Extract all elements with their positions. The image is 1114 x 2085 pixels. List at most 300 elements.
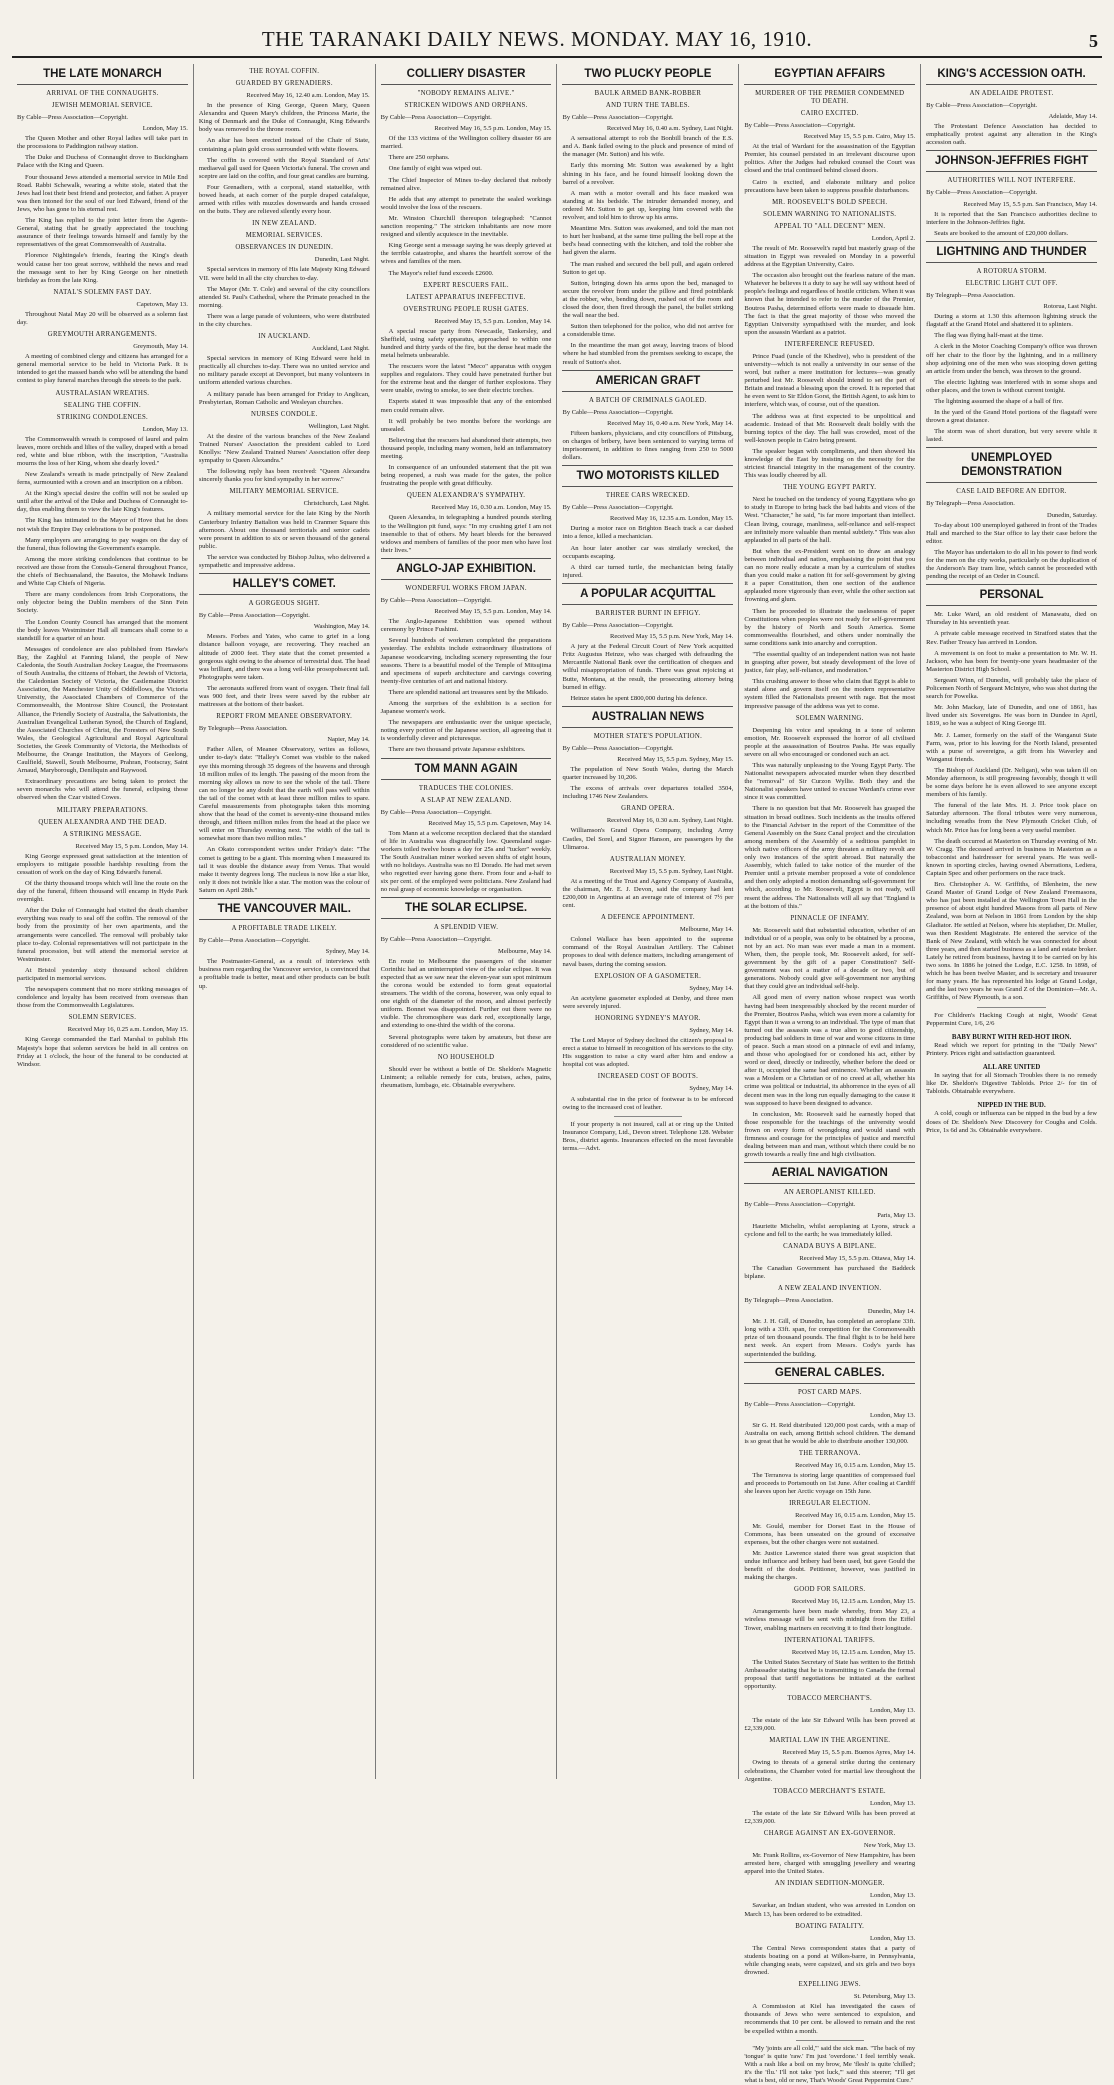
paragraph: The estate of the late Sir Edward Wills has been proved at £2,339,000. — [744, 1717, 916, 1733]
paragraph: A third car turned turtle, the mechanician being fatally injured. — [562, 563, 734, 579]
paragraph: The newspapers comment that no more striking messages of condolence and loyalty has been received from overseas than those from the Commonwealth Legislatures. — [17, 986, 188, 1010]
subhead: BARRISTER BURNT IN EFFIGY. — [595, 609, 701, 617]
advertisement: Should ever be without a bottle of Dr. Sheldon's Magnetic Liniment; a reliable remedy for cuts, bruises, aches, pains, rheumatism, lumbago, etc. Obtainable everywhere. — [380, 1065, 552, 1089]
paragraph: The Queen Mother and other Royal ladies will take part in the processions to Paddington railway station. — [17, 135, 188, 151]
subhead: NO HOUSEHOLD — [437, 1053, 495, 1061]
paragraph: An hour later another car was similarly wrecked, the occupants escaping. — [562, 544, 734, 560]
paragraph: A substantial rise in the price of footwear is to be enforced owing to the increased cost of leather. — [562, 1095, 734, 1111]
paragraph: Mr. Roosevelt said that substantial education, whether of an individual or of a people, was only to be obtained by a process, not by an act. No man was ever made a man in a moment. When, then, the people took, Mr. Roosevelt asked, for self-government by the gift of a paper Constitution? Self-government was not a matter of a decade or two, but of generations. Nobody could give self-government nor anything that they could give an individual self-help. — [744, 926, 916, 991]
subhead: AUSTRALIAN MONEY. — [609, 855, 686, 863]
advertisement-heading: NIPPED IN THE BUD. — [977, 1102, 1046, 1110]
headline-solar-eclipse: THE SOLAR ECLIPSE. — [381, 897, 552, 919]
advertisement: "My 'joints are all cold,'" said the sick man. "The back of my 'tongue' is quite 'raw.' I'm just 'overdone.' I feel terribly weak. With a rash like a boil on my brow, Me 'flesh' is quite 'chilled'; it's the 'flu.' I'll not take 'pot luck,'" said this steerer; "I'll get what is best, old or new, That's Woods' Great Peppermint Cure." — [744, 2044, 916, 2084]
paragraph: There was a large parade of volunteers, who were distributed in the city churches. — [198, 312, 370, 328]
press-credit: By Telegraph—Press Association. — [926, 500, 1015, 508]
paragraph: Four Grenadiers, with a corporal, stand statuelike, with bowed heads, at each corner of the purple draped catafalque, armed with rifles with muzzles downwards and hands crossed on the butts. They are relieved silently every hour. — [198, 183, 370, 216]
subhead: LATEST APPARATUS INEFFECTIVE. — [406, 293, 526, 301]
paragraph: The service was conducted by Bishop Julius, who delivered a sympathetic and impressive address. — [198, 553, 370, 570]
subhead: MILITARY PREPARATIONS. — [56, 806, 149, 814]
paragraph: Bro. Christopher A. W. Griffiths, of Blenheim, the new Grand Master of Grand Lodge of New Zealand Freemasons, who has just been installed at the Wellington Town Hall in the presence of about eight hundred Masons from all parts of New Zealand, was born at Nelson in 1861 from London by the ship Gladiator. He settled at Nelson, where his stepfather, Dr. Muller, was then Resident Magistrate. He entered the service of the Bank of New Zealand, with which he was connected for about three years, and then started business as a land and estate broker. Lately he retired from business, having it to be carried on by his two sons. In 1886 he joined the Lodge, E.C. 1258. In 1898, of which he has been twelve Master, and is secretary and treasurer for many years. He has represented his lodge at Grand Lodge, and the last two years he was Grand Z of the Dominion—Mr. A. Griffiths, of New Plymouth, is a son. — [926, 881, 1097, 1002]
press-credit: By Cable—Press Association—Copyright. — [17, 114, 129, 121]
subhead: BOATING FATALITY. — [795, 1922, 865, 1930]
paragraph: The death occurred at Masterton on Thursday evening of Mr. W. Cragg. The deceased arrived in business in Masterton as a tobacconist and hairdresser for several years. He was well-known in sporting circles, having owned Aberrations, Lediera, Captain Spec and other performers on the race track. — [926, 837, 1097, 877]
press-credit: By Cable—Press Association—Copyright. — [744, 122, 856, 129]
paragraph: Fifteen bankers, physicians, and city councillors of Pittsburg, on charges of bribery, have been sentenced to varying terms of imprisonment, in addition to fines ranging from 250 to 5000 dollars. — [562, 429, 734, 462]
subhead: A PROFITABLE TRADE LIKELY. — [231, 925, 337, 933]
press-credit: By Cable—Press Association—Copyright. — [744, 1201, 856, 1209]
subhead: IN AUCKLAND. — [258, 333, 311, 341]
paragraph: At the desire of the various branches of the New Zealand Trained Nurses' Association the president cabled to Lord Knollys: "New Zealand Trained Nurses' Association offer deep sympathy to Queen Alexandra." — [198, 432, 370, 465]
paragraph: Seats are booked to the amount of £20,000 dollars. — [934, 229, 1069, 237]
dateline: Dunedin, Saturday. — [1047, 511, 1097, 519]
paragraph: Believing that the rescuers had abandoned their attempts, two thousand people, including many women, held an inflammatory meeting. — [380, 436, 552, 460]
paragraph: A clerk in the Motor Coaching Company's office was thrown off her chair to the floor by the lightning, and in a millinery shop adjoining one of the men who was stooping down getting an article from under the bench, was thrown to the ground. — [926, 343, 1097, 375]
paragraph: Williamson's Grand Opera Company, including Army Castles, Del Sorel, and Signor Hanson, are passengers by the Ulimaroa. — [562, 827, 734, 851]
paragraph: The Chief Inspector of Mines to-day declared that nobody remained alive. — [380, 176, 552, 192]
press-credit: By Cable—Press Association—Copyright. — [380, 936, 492, 944]
paragraph: Mr. Frank Rollins, ex-Governor of New Hampshire, has been arrested here, charged with smuggling jewellery and wearing apparel into the United States. — [744, 1852, 916, 1876]
dateline: Received May 15, 5.5 p.m. Buenos Ayres, May 14. — [782, 1749, 916, 1757]
paragraph: In the presence of King George, Queen Mary, Queen Alexandra and Queen Mary's children, the Princess Marie, the King of Denmark and the Duke of Connaught, King Edward's body was removed to the throne room. — [198, 102, 370, 134]
headline-two-motorists-killed: TWO MOTORISTS KILLED — [562, 465, 733, 487]
subhead: "NOBODY REMAINS ALIVE." — [417, 90, 515, 97]
press-credit: By Cable—Press Association—Copyright. — [198, 937, 310, 945]
dateline: St. Petersburg, May 13. — [853, 1993, 916, 2001]
dateline: Paris, May 13. — [877, 1212, 916, 1220]
headline-johnson-jeffries-fight: JOHNSON-JEFFRIES FIGHT — [926, 150, 1097, 172]
paragraph: Among the more striking condolences that continue to be received are those from the Consuls-General throughout France, the chiefs of Bechuanaland, the Basutos, the Mohawk Indians and White Cap Chiefs of Nigeria. — [17, 555, 188, 588]
headline-popular-acquittal: A POPULAR ACQUITTAL — [562, 583, 733, 605]
dateline: London, May 15. — [142, 125, 188, 133]
paragraph: Owing to threats of a general strike during the centenary celebrations, the Chamber voted for martial law throughout the Argentine. — [744, 1759, 916, 1783]
paragraph: The address was at first expected to be unpolitical and academic. Instead of that Mr. Roosevelt dealt boldly with the burning topics of the day. The hall was crowded, most of the well-known people in Cairo being present. — [744, 412, 916, 444]
dateline: Adelaide, May 14. — [1048, 113, 1097, 121]
subhead: THREE CARS WRECKED. — [605, 492, 690, 500]
paragraph: Experts stated it was impossible that any of the entombed men could remain alive. — [380, 398, 552, 414]
paragraph: Florence Nightingale's friends, fearing the King's death would cause her too great sorrow, withheld the news and read the message sent to her by King George on her ninetieth birthday as from the late King. — [17, 252, 188, 284]
subhead: SOLEMN WARNING TO NATIONALISTS. — [763, 210, 897, 218]
subhead: OVERSTRUNG PEOPLE RUSH GATES. — [403, 305, 529, 313]
paragraph: The speaker began with compliments, and then showed his knowledge of the East by insisting on the necessity for the strictest financial integrity in the management of the country. This was loudly cheered by all. — [744, 447, 916, 480]
column-1 — [12, 64, 194, 1779]
paragraph: Queen Alexandra, in telegraphing a hundred pounds sterling to the Wellington pit fund, says: "In my crushing grief I am not insensible to that of others. My heart bleeds for the bereaved widows and members of families of the poor men who have lost their lives." — [380, 514, 552, 554]
dateline: London, May 13. — [870, 1892, 916, 1900]
dateline: Received May 16, 0.15 a.m. London, May 15. — [795, 1462, 916, 1470]
subhead: IRREGULAR ELECTION. — [789, 1500, 871, 1508]
paragraph: A special rescue party from Newcastle, Tankersley, and Sheffield, using safety apparatus, approached to within one hundred and thirty yards of the fire, but the dense heat made the metal helmets unbearable. — [380, 327, 552, 359]
paragraph: A military parade has been arranged for Friday to Anglican, Presbyterian, Roman Catholic and Wesleyan churches. — [198, 390, 370, 406]
dateline: Received May 16, 12.15 a.m. London, May 15. — [791, 1648, 916, 1656]
press-credit: By Cable—Press Association—Copyright. — [380, 596, 492, 604]
paragraph: King George sent a message saying he was deeply grieved at the terrible catastrophe, and shares the heartfelt sorrow of the wives and families of the men. — [380, 242, 552, 266]
headline-tom-mann-again: TOM MANN AGAIN — [381, 758, 552, 780]
subhead: PINNACLE OF INFAMY. — [790, 914, 869, 922]
subhead: MILITARY MEMORIAL SERVICE. — [229, 488, 339, 496]
press-credit: By Telegraph—Press Association. — [926, 291, 1015, 299]
headline-aerial-navigation: AERIAL NAVIGATION — [744, 1162, 915, 1184]
subhead: QUEEN ALEXANDRA'S SYMPATHY. — [406, 492, 526, 500]
paragraph: At a meeting of the Trust and Agency Company of Australia, the chairman, Mr. E. J. Devon, said the company had lent £200,000 in Argentina at an average rate of interest of 7½ per cent. — [562, 877, 734, 910]
subhead: TOBACCO MERCHANT'S. — [787, 1695, 873, 1703]
press-credit: By Cable—Press Association—Copyright. — [562, 621, 674, 629]
subhead: MURDERER OF THE PREMIER CONDEMNED TO DEATH. — [755, 90, 905, 105]
subhead: ELECTRIC LIGHT CUT OFF. — [965, 279, 1058, 287]
dateline: London, April 2. — [871, 234, 916, 242]
dateline: Dunedin, May 14. — [867, 1308, 916, 1316]
dateline: Received May 15, 5.5 p.m. Sydney, May 15. — [617, 755, 734, 763]
dateline: Received May 15, 5.5 p.m. Cairo, May 15. — [803, 133, 916, 141]
paragraph: Hauriette Michelin, whilst aeroplaning at Lyons, struck a cyclone and fell to the earth; he was immediately killed. — [744, 1222, 916, 1238]
paragraph: After the Duke of Connaught had visited the death chamber everything was ready to seal off the coffin. The removal of the body from the proximity of her own apartments, and the arrangements were cancelled. The removal will probably take place to-day. Colonial representatives will not participate in the funeral procession, but will attend the memorial service at Westminster. — [17, 907, 188, 963]
advertisement: For Children's Hacking Cough at night, Woods' Great Peppermint Cure, 1/6, 2/6 — [926, 1011, 1097, 1027]
dateline: Capetown, May 13. — [136, 300, 188, 308]
subhead: NURSES CONDOLE. — [251, 410, 318, 418]
paragraph: King George expressed great satisfaction at the intention of employers to mitigate possible hardship resulting from the cessation of work on the day of King Edward's funeral. — [17, 852, 188, 876]
headline-anglo-jap-exhibition: ANGLO-JAP EXHIBITION. — [381, 558, 552, 580]
headline-two-plucky-people: TWO PLUCKY PEOPLE — [562, 64, 733, 85]
paragraph: The King has replied to the joint letter from the Agents-General, stating that he greatly appreciated the touching assurance of their feelings towards himself and family by the representatives of the great Commonwealth of Australia. — [17, 217, 188, 249]
paragraph: The coffin is covered with the Royal Standard of Arts' mediaeval gall used for Queen Victoria's funeral. The crown and sceptre are laid on the coffin, and four great candles are burning. — [198, 156, 370, 180]
subhead: THE TERRANOVA. — [798, 1450, 861, 1458]
subhead: AND TURN THE TABLES. — [605, 102, 690, 109]
press-credit: By Cable—Press Association—Copyright. — [380, 808, 492, 816]
paragraph: During a storm at 1.30 this afternoon lightning struck the flagstaff at the Grand Hotel and shattered it to splinters. — [926, 313, 1097, 329]
paragraph: Prince Fuad (uncle of the Khedive), who is president of the university—which is not really a university in our sense of the word, but rather a mere institution for lectures—was greatly perturbed lest Mr. Roosevelt should intend to set the part of Britain and instead a blessing upon the crowd. It is reported that he even went to Sir Eldon Gorst, the British Agent, to ask him to interfere, which was, of course, out of the question. — [744, 352, 916, 409]
subhead: A NEW ZEALAND INVENTION. — [778, 1284, 882, 1292]
subhead: STRICKEN WIDOWS AND ORPHANS. — [404, 102, 528, 109]
dateline: London, May 13. — [870, 1707, 916, 1715]
paragraph: "The essential quality of an independent nation was not haste in grasping after power, but steady development of the love of justice, fair play, self-reliance, and moderation." — [744, 650, 916, 675]
paragraph: In the yard of the Grand Hotel portions of the flagstaff were thrown a great distance. — [926, 409, 1097, 425]
paragraph: The estate of the late Sir Edward Wills has been proved at £2,339,000. — [744, 1809, 916, 1825]
headline-american-graft: AMERICAN GRAFT — [562, 370, 733, 392]
dateline: Received May 15, 5.5 p.m. Capetown, May 14. — [428, 819, 552, 827]
subhead: TOBACCO MERCHANT'S ESTATE. — [773, 1787, 886, 1795]
paragraph: But when the ex-President went on to draw an analogy between individual and nation, emphasising the point that you can no more really educate a man by a curriculum of studies than you could make a nation fit for self-government by giving it a paper Constitution, then one section of the audience applauded more vigorously than ever, while the other section sat frowning and glum. — [744, 547, 916, 604]
paragraph: This crushing answer to those who claim that Egypt is able to stand alone and govern itself on the modern representative system filled the Nationalists present with rage. But the most impressive passage of the address was yet to come. — [744, 678, 916, 710]
paragraph: The London County Council has arranged that the moment the body leaves Westminster Hall all tramcars shall come to a standstill for a quarter of an hour. — [17, 618, 188, 642]
subhead: BAULK ARMED BANK-ROBBER — [594, 90, 702, 97]
dateline: Received May 15, 5.5 p.m. London, May 14. — [434, 317, 552, 325]
paragraph: Of the 133 victims of the Wellington colliery disaster 66 are married. — [380, 135, 552, 151]
subhead: QUEEN ALEXANDRA AND THE DEAD. — [38, 818, 167, 826]
press-credit: By Cable—Press Association—Copyright. — [562, 504, 674, 512]
dateline: Received May 16, 0.40 a.m. Sydney, Last Night. — [606, 125, 734, 133]
paragraph: There are many condolences from Irish Corporations, the only objector being the Dublin members of the Sinn Fein Society. — [17, 591, 188, 615]
paragraph: Messages of condolence are also published from Hawke's Bay, the Zaghlul at Fanning Island, the people of New Caledonia, the South Australian Jockey League, the Freemasons of South Australia, the citizens of Hobart, the Jewish of Victoria, the Caledonian Society of Victoria, the Castlemaine District Association, the Manchester Unity of Oddfellows, the Victoria University, the Associated Chambers of Commerce of the Commonwealth, the Montrose Shire Council, the Protestant Alliance, the Friendly Society of Australia, the Salvationists, the Australian Evangelical Lutheran Synod, the Church of England, the Associated Churches of Christ, the Foresters of New South Wales, the Geological Agricultural and Royal Agricultural Societies, the Greek Community of Victoria, the Methodists of Melbourne, the Orange Institution, the Mayors of Geelong, Caulfield, Stawell, South Melbourne, Prahran, Footscray, Saint Arnaud, Maryborough, Deniliquin and Raywood. — [17, 645, 188, 775]
dateline: Sydney, May 14. — [325, 948, 370, 956]
headline-unemployed-demonstration: UNEMPLOYED DEMONSTRATION — [926, 447, 1097, 483]
subhead: CAIRO EXCITED. — [800, 110, 859, 117]
paragraph: The man rushed and secured the bell pull, and again ordered Sutton to get up. — [562, 260, 734, 276]
subhead: GUARDED BY GRENADIERS. — [235, 80, 333, 87]
paragraph: There is no question but that Mr. Roosevelt has grasped the situation in broad outlines. Such incidents as the insults offered to the Financial Adviser in the report of the Committee of the General Assembly on the Suez Canal project and the circulation among members of the Assembly of a seditious pamphlet in which native officers of the army threaten a military revolt are only two instances of the spirit abroad. But naturally the Assembly, which failed to take notice of the murder of the Premier until a private member proposed a vote of condolence and then only adopted a motion demanding self-government for which, according to Mr. Roosevelt, Egypt is not ready, will resent the address. The Nationalists will all say that "England is at the bottom of this." — [744, 805, 916, 910]
dateline: Received May 16, 12.15 a.m. London, May 15. — [791, 1598, 916, 1606]
paragraph: The storm was of short duration, but very severe while it lasted. — [926, 428, 1097, 444]
headline-australian-news: AUSTRALIAN NEWS — [562, 706, 733, 728]
paragraph: An acetylene gasometer exploded at Denby, and three men were severely injured. — [562, 994, 734, 1010]
paragraph: At the King's special desire the coffin will not be sealed up until after the arrival of the Duke and Duchess of Connaught to-day, thus enabling them to view the late King's features. — [17, 490, 188, 514]
paragraph: This was naturally unpleasing to the Young Egypt Party. The Nationalist newspapers advocated murder when they described the "removal" of Sir Curzon Wyllie. Both they and the Nationalist speakers have united to excuse Wardani's crime ever since it was committed. — [744, 762, 916, 802]
paragraph: It is reported that the San Francisco authorities decline to interfere in the Johnson-Jeffries fight. — [926, 210, 1097, 226]
dateline: Received May 15, 5.5 p.m. San Francisco, May 14. — [963, 200, 1097, 208]
subhead: SOLEMN SERVICES. — [68, 1014, 137, 1022]
subhead: INCREASED COST OF BOOTS. — [597, 1073, 699, 1081]
dateline: Received May 15, 5.5 p.m. Sydney, Last Night. — [609, 867, 734, 875]
dateline: Melbourne, May 14. — [498, 947, 552, 955]
dateline: Wellington, Last Night. — [308, 422, 370, 430]
paragraph: Colonel Wallace has been appointed to the supreme command of the Royal Australian Artillery. The Cabinet proposes to deal with defence matters, including arrangement of naval bases, during the coming session. — [562, 936, 734, 968]
paragraph: Several photographs were taken by amateurs, but these are considered of no scientific value. — [380, 1033, 552, 1049]
dateline: Received May 15, 5.5 p.m. New York, May 14. — [610, 633, 734, 641]
paragraph: Mr. Luke Ward, an old resident of Manawatu, died on Thursday in his seventieth year. — [926, 611, 1097, 627]
subhead: AUTHORITIES WILL NOT INTERFERE. — [947, 177, 1076, 185]
subhead: SEALING THE COFFIN. — [63, 401, 141, 409]
subhead: MEMORIAL SERVICES. — [245, 232, 323, 240]
paragraph: The Mayor has undertaken to do all in his power to find work for the men on the city works, particularly on the duplication of the Anderson's Bay tram line, which cannot be proceeded with pending the receipt of an Order in Council. — [926, 548, 1097, 581]
subhead: A BATCH OF CRIMINALS GAOLED. — [589, 396, 707, 404]
paragraph: The King has intimated to the Mayor of Hove that he does not wish the Empire Day celebrations to be postponed. — [17, 517, 188, 533]
subhead: AN AEROPLANIST KILLED. — [783, 1189, 876, 1197]
paragraph: King George commanded the Earl Marshal to publish His Majesty's hope that solemn services be held in all centres on Friday at 1 o'clock, the hour of the funeral to be conducted at Windsor. — [17, 1036, 188, 1068]
subhead: THE YOUNG EGYPT PARTY. — [783, 484, 877, 492]
paragraph: There are 250 orphans. — [388, 154, 450, 162]
subhead: OBSERVANCES IN DUNEDIN. — [235, 244, 334, 252]
press-credit: By Cable—Press Association—Copyright. — [562, 114, 674, 121]
paragraph: Sergeant Winn, of Dunedin, will probably take the place of Policemen North of Sergeant McIntyre, who was shot during the search for Powelka. — [926, 676, 1097, 701]
subhead: JEWISH MEMORIAL SERVICE. — [51, 102, 153, 109]
paragraph: In consequence of an unfounded statement that the pit was being reopened, a rush was made for the gates, the police frustrating the people with great difficulty. — [380, 464, 552, 488]
paragraph: Four thousand Jews attended a memorial service in Mile End Road. Rabbi Schewalk, wearing a white stole, stated that the Jews had lost their best friend and protector, and father. A prayer was then intoned for the soul of our lord Edward, friend of the Jews, who has gone to his eternal rest. — [17, 173, 188, 213]
dateline: Received May 16, 0.30 a.m. London, May 15. — [431, 504, 552, 512]
paragraph: A Commission at Kiel has investigated the cases of thousands of Jews who were sentenced to expulsion, and recommends that 10 per cent. be allowed to remain and the rest be expelled within a month. — [744, 2003, 916, 2035]
paragraph: A private cable message received in Stratford states that the Rev. Father Treacy has arrived in London. — [926, 630, 1097, 646]
subhead: GRAND OPERA. — [621, 805, 675, 813]
paragraph: Savarkar, an Indian student, who was arrested in London on March 13, has been ordered to be extradited. — [744, 1902, 916, 1918]
subhead: NATAL'S SOLEMN FAST DAY. — [53, 288, 152, 296]
subhead: EXPLOSION OF A GASOMETER. — [594, 972, 702, 980]
paragraph: A movement is on foot to make a presentation to Mr. W. H. Jackson, who has been for twenty-one years headmaster of the Masterton District High School. — [926, 649, 1097, 673]
subhead: A ROTORUA STORM. — [976, 267, 1047, 275]
paragraph: All good men of every nation whose respect was worth having had been inexpressibly shocked by the recent murder of the Premier, Boutros Pasha, which was even more a calamity for Egypt than it was a wrong to an individual. The type of man that turned out the assassin was a true alien to good citizenship, producing bad soldiers in time of war and worse citizens in time of peace. Such a man stood on a pinnacle of evil and infamy, and those who apologised for or condoned his act, either by word or deed, directly or indirectly, whether before the deed or after it, occupied the same bad eminence. Whether an assassin was a Moslem or a Christian or of no creed at all, whether his crime was political or industrial, its abhorrence in the eyes of all decent men was in the long run equally damaging to the cause it was supposed to have been designed to advance. — [744, 994, 916, 1107]
dateline: Sydney, May 14. — [689, 1085, 734, 1093]
advertisement: If your property is not insured, call at or ring up the United Insurance Company, Ltd., Devon street. Telephone 128. Webster Bros., district agents. Insurances effected on the most favorable terms.—Advt. — [562, 1120, 734, 1152]
paragraph: The occasion also brought out the fearless nature of the man. Whatever he believes it a duty to say he will say without heed of people's feelings and regardless of hostile criticism. When it was known that he intended to refer to the murder of the Premier, Boutros Pasha, determined efforts were made to dissuade him. The fact is that the great majority of those who moved the Egyptian University sympathised with the murder, and look upon the assassin Wardani as a patriot. — [744, 272, 916, 336]
dateline: Received May 15, 5.5 p.m. Ottawa, May 14. — [799, 1254, 916, 1262]
dateline: Received May 15, 5 p.m. London, May 14. — [75, 842, 188, 850]
paragraph: The rescuers wore the latest "Meco" apparatus with oxygen supplies and regulators. They could have penetrated further but for the extreme heat and the danger of further explosions. They were unable, owing to smoke, to see their electric torches. — [380, 363, 552, 395]
dateline: Sydney, May 14. — [689, 984, 734, 992]
subhead: EXPERT RESCUERS FAIL. — [423, 281, 509, 289]
subhead: CASE LAID BEFORE AN EDITOR. — [956, 488, 1067, 496]
subhead: A STRIKING MESSAGE. — [63, 830, 142, 838]
paragraph: Tom Mann at a welcome reception declared that the standard of life in Australia was disgracefully low. Queensland sugar-workers toiled twelve hours a day for 25s and "tucker" weekly. The South Australian miner worked seven shifts of eight hours, with no holidays. Australia was no El Dorado. He had met seven who regretted ever having gone there. From four and a-half to six per cent. of the employed were politicians. New Zealand had no real grasp of economic knowledge or organisation. — [380, 829, 552, 894]
paragraph: Special services in memory of King Edward were held in practically all churches to-day. There was no united service and no military parade except at Devonport, but many volunteers in uniform attended various churches. — [198, 355, 370, 387]
dateline: London, May 13. — [142, 425, 188, 433]
paragraph: Heinze states he spent £800,000 during his defence. — [570, 694, 708, 702]
dateline: Auckland, Last Night. — [311, 345, 370, 353]
paragraph: Special services in memory of His late Majesty King Edward VII. were held in all the city churches to-day. — [198, 266, 370, 282]
paragraph: Mr. John Mackay, late of Dunedin, and one of 1861, has lived under six Sovereigns. He was born in Dundee in April, 1819, so he was a subject of King George III. — [926, 704, 1097, 728]
subhead: ARRIVAL OF THE CONNAUGHTS. — [46, 90, 159, 97]
dateline: Received May 16, 0.25 a.m. London, May 15. — [67, 1026, 188, 1034]
headline-personal: PERSONAL — [926, 584, 1097, 606]
paragraph: Several hundreds of workmen completed the preparations yesterday. The exhibits include extraordinary illustrations of Japanese woodcarving, including scenery representing the four seasons. There is a beautiful model of the Temple of Mitsujima and specimens of superb architecture and carvings covering twenty-five centuries of art and national history. — [380, 637, 552, 685]
paragraph: The flag was flying half-mast at the time. — [934, 332, 1044, 340]
paragraph: One family of eight was wiped out. — [388, 165, 482, 173]
dateline: Received May 16, 0.40 a.m. New York, May 14. — [607, 419, 734, 427]
paragraph: Cairo is excited, and elaborate military and police precautions have been taken to suppress possible disturbances. — [744, 178, 916, 194]
dateline: Rotorua, Last Night. — [1043, 303, 1097, 311]
paragraph: A military memorial service for the late King by the North Canterbury Infantry Battalion was held in Cranmer Square this afternoon. About one thousand territorials and senior cadets were present in addition to six or seven thousand of the general public. — [198, 510, 370, 550]
paragraph: The Bishop of Auckland (Dr. Neligan), who was taken ill on Monday afternoon, is still progressing favorably, though it will be some days before he is even allowed to see anyone except members of his family. — [926, 766, 1097, 799]
dateline: Received May 16, 12.40 a.m. London, May 15. — [246, 92, 370, 99]
paragraph: During a motor race on Brighton Beach track a car dashed into a fence, killed a mechanician. — [562, 525, 734, 541]
paragraph: The aeronauts suffered from want of oxygen. Their final fall was 900 feet, and their lives were saved by the rubber air mattresses at the bottom of their basket. — [198, 684, 370, 709]
paragraph: The newspapers are enthusiastic over the unique spectacle, noting every portion of the Japanese section, all agreeing that it is wonderfully clever and picturesque. — [380, 719, 552, 743]
headline-late-monarch: THE LATE MONARCH — [17, 64, 188, 85]
subhead: REPORT FROM MEANEE OBSERVATORY. — [216, 713, 353, 721]
paragraph: The Anglo-Japanese Exhibition was opened without ceremony by Prince Fushimi. — [380, 618, 552, 634]
paragraph: There are splendid national art treasures sent by the Mikado. — [388, 688, 549, 696]
paragraph: Meantime Mrs. Sutton was awakened, and told the man not to hurt her husband, at the same time pulling the bell rope at the bed's head connecting with the kitchen, and told the robber she had given the alarm. — [562, 225, 734, 257]
newspaper-title: THE TARANAKI DAILY NEWS. MONDAY. MAY 16, 1910. — [261, 27, 813, 51]
subhead: A DEFENCE APPOINTMENT. — [600, 914, 695, 922]
paragraph: New Zealand's wreath is made principally of New Zealand ferns, surmounted with a crown and an inscription on a ribbon. — [17, 471, 188, 487]
dateline: London, May 13. — [870, 1934, 916, 1942]
headline-vancouver-mail: THE VANCOUVER MAIL. — [199, 898, 370, 920]
paragraph: An Okato correspondent writes under Friday's date: "The comet is getting to be a giant. This morning when I measured its tail it was double the distance away from Venus. That would make it twenty degrees long. The nucleus is now like a star like, only it does not twinkle like a star. The motion was the colour of Saturn on April 28th." — [198, 846, 370, 894]
subhead: POST CARD MAPS. — [797, 1388, 862, 1396]
paragraph: The population of New South Wales, during the March quarter increased by 10,206. — [562, 765, 734, 782]
paragraph: To-day about 100 unemployed gathered in front of the Trades Hall and marched to the Star office to lay their case before the editor. — [926, 521, 1097, 545]
paragraph: Mr. Justice Lawrence stated there was great suspicion that undue influence and bribery had been used, but gave Gould the benefit of the doubt. Petitioner, however, was justified in making the charges. — [744, 1549, 916, 1582]
dateline: Christchurch, Last Night. — [303, 500, 370, 508]
paragraph: The Mayor's relief fund exceeds £2600. — [388, 269, 494, 277]
paragraph: A sensational attempt to rob the Bonbill branch of the E.S. and A. Bank failed owing to the pluck and presence of mind of the manager (Mr. Sutton) and his wife. — [562, 135, 734, 159]
dateline: Napier, May 14. — [327, 736, 370, 744]
headline-egyptian-affairs: EGYPTIAN AFFAIRS — [744, 64, 915, 85]
press-credit: By Telegraph—Press Association. — [744, 1296, 834, 1304]
subhead: INTERNATIONAL TARIFFS. — [784, 1636, 876, 1644]
paragraph: At the trial of Wardani for the assassination of the Egyptian Premier, his counsel persisted in an irrelevant discourse upon politics. After the Judges had rebuked counsel the Court was closed and the trial continued behind closed doors. — [744, 143, 916, 175]
paragraph: Extraordinary precautions are being taken to protect the seven monarchs who will attend the funeral, eclipsing those observed when the Czar visited Cowes. — [17, 778, 188, 802]
headline-kings-accession-oath: KING'S ACCESSION OATH. — [926, 64, 1097, 85]
paragraph: The following reply has been received: "Queen Alexandra sincerely thanks you for kind sympathy in her sorrow." — [198, 468, 370, 484]
paragraph: Early this morning Mr. Sutton was awakened by a light shining in his face, and he found himself looking down the barrel of a revolver. — [562, 162, 734, 186]
subhead: A SPLENDID VIEW. — [433, 924, 499, 932]
dateline: Sydney, May 14. — [689, 1026, 734, 1034]
paragraph: Next he touched on the tendency of young Egyptians who go to study in Europe to bring back the bad habits and vices of the West. "Character," he said, "is far more important than intellect. Clean living, courage, manliness, self-reliance and self-respect are infinitely more valuable than mental subtlety." This was also applauded in all parts of the hall. — [744, 496, 916, 544]
subhead: MOTHER STATE'S POPULATION. — [593, 732, 703, 740]
dateline: London, May 13. — [870, 1411, 916, 1419]
masthead — [12, 12, 1102, 58]
paragraph: The Commonwealth wreath is composed of laurel and palm leaves, more orchids and lilies of the valley, draped with a broad red, white and blue ribbon, with the inscription, "Australia mourns the loss of her King, whom she dearly loved." — [17, 435, 188, 467]
subhead: A SLAP AT NEW ZEALAND. — [420, 796, 512, 804]
paragraph: Arrangements have been made whereby, from May 23, a wireless message will be sent with midnight from the Eiffel Tower, enabling mariners en receiving it to find their longitude. — [744, 1608, 916, 1632]
press-credit: By Cable—Press Association—Copyright. — [744, 1400, 856, 1408]
paragraph: Of the thirty thousand troops which will line the route on the day of the funeral, fifteen thousand will encamp in Hyde Park overnight. — [17, 879, 188, 904]
divider — [796, 2040, 864, 2041]
paragraph: The lightning assumed the shape of a ball of fire. — [934, 397, 1064, 405]
paragraph: The Canadian Government has purchased the Baddeck biplane. — [744, 1264, 916, 1280]
paragraph: The Central News correspondent states that a party of students boating on a pond at Wilkes-barre, in Pennsylvania, while changing seats, were capsized, and six girls and two boys drowned. — [744, 1944, 916, 1977]
paragraph: Sutton, bringing down his arms upon the bed, managed to secure the revolver from under the pillow and fired pointblank at the robber, who, bending down, rushed out of the room and closed the door, then fired through the panel, the bullet striking the wall near the bed. — [562, 279, 734, 320]
paragraph: It will probably be two months before the workings are unsealed. — [380, 417, 552, 433]
paragraph: At Bristol yesterday sixty thousand school children participated in memorial services. — [17, 966, 188, 982]
paragraph: Among the surprises of the exhibition is a section for Japanese women's work. — [380, 699, 552, 716]
paragraph: Sir G. H. Reid distributed 120,000 post cards, with a map of Australia on each, among British school children. The demand is so great that he would be able to distribute another 130,000. — [744, 1421, 916, 1445]
paragraph: A man with a motor overall and his face masked was standing at his bedside. The intruder demanded money, and ordered Mr. Sutton to get up, keeping him covered with the revolver, and told him to throw up his arms. — [562, 189, 734, 222]
headline-lightning-and-thunder: LIGHTNING AND THUNDER — [926, 241, 1097, 263]
dateline: Received May 16, 0.30 a.m. Sydney, Last Night. — [606, 817, 734, 825]
headline-colliery-disaster: COLLIERY DISASTER — [381, 64, 552, 85]
subhead: SOLEMN WARNING. — [795, 714, 864, 722]
subhead: MR. ROOSEVELT'S BOLD SPEECH. — [772, 198, 888, 206]
paragraph: The Mayor (Mr. T. Cole) and several of the city councillors attended St. Paul's Cathedral, where the Primate preached in the morning. — [198, 285, 370, 309]
press-credit: By Cable—Press Association—Copyright. — [562, 408, 674, 416]
paragraph: En route to Melbourne the passengers of the steamer Corinthic had an uninterrupted view of the solar eclipse. It was expected that as we saw near the eleven-year sun spot minimum the corona would be extended to form great equatorial streamers. The width of the corona, however, was only equal to one eighth of the diameter of the moon, and almost perfectly uniform. Bonnet was disappointed. Further out there were no visible. The chromosphere was dark red, exceptionally large, and extending to one-third the width of the corona. — [380, 957, 552, 1030]
subhead: TRADUCES THE COLONIES. — [418, 784, 514, 792]
column-4 — [557, 64, 739, 1779]
subhead: GREYMOUTH ARRANGEMENTS. — [47, 331, 158, 339]
paragraph: The electric lighting was interfered with in some shops and other places, and the town is without current tonight. — [926, 378, 1097, 394]
subhead: AN INDIAN SEDITION-MONGER. — [774, 1880, 885, 1888]
paragraph: Many employers are arranging to pay wages on the day of the funeral, thus following the Government's example. — [17, 536, 188, 552]
dateline: Received May 16, 0.15 a.m. London, May 15. — [795, 1512, 916, 1520]
columns — [12, 64, 1102, 2084]
paragraph: Throughout Natal May 20 will be observed as a solemn fast day. — [17, 310, 188, 326]
advertisement-heading: BABY BURNT WITH RED-HOT IRON. — [951, 1033, 1072, 1041]
page-number: 5 — [1089, 31, 1098, 51]
paragraph: Sutton then telephoned for the police, who did not arrive for a considerable time. — [562, 323, 734, 339]
dateline: Washington, May 14. — [313, 623, 370, 631]
dateline: London, May 13. — [870, 1799, 916, 1807]
paragraph: Mr. Winston Churchill thereupon telegraphed: "Cannot sanction reopening." The stricken inhabitants are now more resigned and silently acquiesce in the inevitable. — [380, 214, 552, 239]
subhead: CHARGE AGAINST AN EX-GOVERNOR. — [763, 1830, 896, 1837]
paragraph: The excess of arrivals over departures totalled 3504, including 1746 New Zealanders. — [562, 785, 734, 801]
subhead: MARTIAL LAW IN THE ARGENTINE. — [769, 1737, 891, 1745]
headline-general-cables: GENERAL CABLES. — [744, 1362, 915, 1384]
paragraph: Father Allen, of Meanee Observatory, writes as follows, under to-day's date: "Halley's Comet was visible to the naked eye this morning through 35 degrees of the heavens and through 18 million miles of its length. The passing of the moon from the morning sky allows us now to see the whole of the tail. There can no longer be any doubt that the earth will pass well within the tail of the comet with at least three million miles to spare. Careful measurements from photographs taken this morning show that the head of the comet is seventy-nine thousand miles through, and fifteen million miles from the head at the place we will enter on Thursday evening next. The width of the tail is somewhat more than two million miles." — [198, 746, 370, 843]
subhead: HONORING SYDNEY'S MAYOR. — [595, 1014, 701, 1022]
paragraph: The Lord Mayor of Sydney declined the citizen's proposal to erect a statue to himself in recognition of his services to the city. His suggestion to raise a city ward after him and endow a hospital cot was adopted. — [562, 1037, 734, 1069]
advertisement-heading: ALL ARE UNITED — [982, 1063, 1041, 1071]
subhead: AUSTRALASIAN WREATHS. — [55, 389, 150, 397]
press-credit: By Cable—Press Association—Copyright. — [926, 102, 1038, 109]
dateline: Dunedin, Last Night. — [314, 256, 370, 264]
headline-halleys-comet: HALLEY'S COMET. — [199, 573, 370, 595]
subhead: STRIKING CONDOLENCES. — [56, 413, 149, 421]
paragraph: A jury at the Federal Circuit Court of New York acquitted Fritz Augustus Heinze, who was charged with defrauding the Mercantile National Bank over the certification of cheques and wilful misappropriation of funds. There was great rejoicing at Butte, Montana, at the result, the prosecuting attorney being burned in effigy. — [562, 643, 734, 691]
subhead: A GORGEOUS SIGHT. — [248, 600, 320, 608]
dateline: Melbourne, May 14. — [679, 926, 734, 934]
column-6 — [921, 64, 1102, 1779]
subhead: THE ROYAL COFFIN. — [249, 68, 320, 75]
divider — [977, 1007, 1045, 1008]
subhead: IN NEW ZEALAND. — [252, 220, 317, 228]
press-credit: By Telegraph—Press Association. — [198, 725, 288, 733]
column-2 — [194, 64, 376, 1779]
column-5 — [739, 64, 921, 2084]
dateline: New York, May 13. — [863, 1842, 916, 1849]
press-credit: By Cable—Press Association—Copyright. — [926, 189, 1038, 197]
press-credit: By Cable—Press Association—Copyright. — [380, 114, 492, 121]
divider — [614, 1116, 682, 1117]
paragraph: In conclusion, Mr. Roosevelt said he earnestly hoped that those responsible for the teachings of the university would frown on every form of wrongdoing and would stand with firmness and courage for the principles of justice and merciful dealing between man and man, without which there could be no growth towards a really fine and high civilisation. — [744, 1110, 916, 1159]
paragraph: There are two thousand private Japanese exhibitors. — [388, 746, 526, 754]
paragraph: Mr. J. Lamer, formerly on the staff of the Wanganui State Farm, was, prior to his leaving for the North Island, presented with a purse of sovereigns, a gift from his Waverley and Wanganui friends. — [926, 731, 1097, 763]
